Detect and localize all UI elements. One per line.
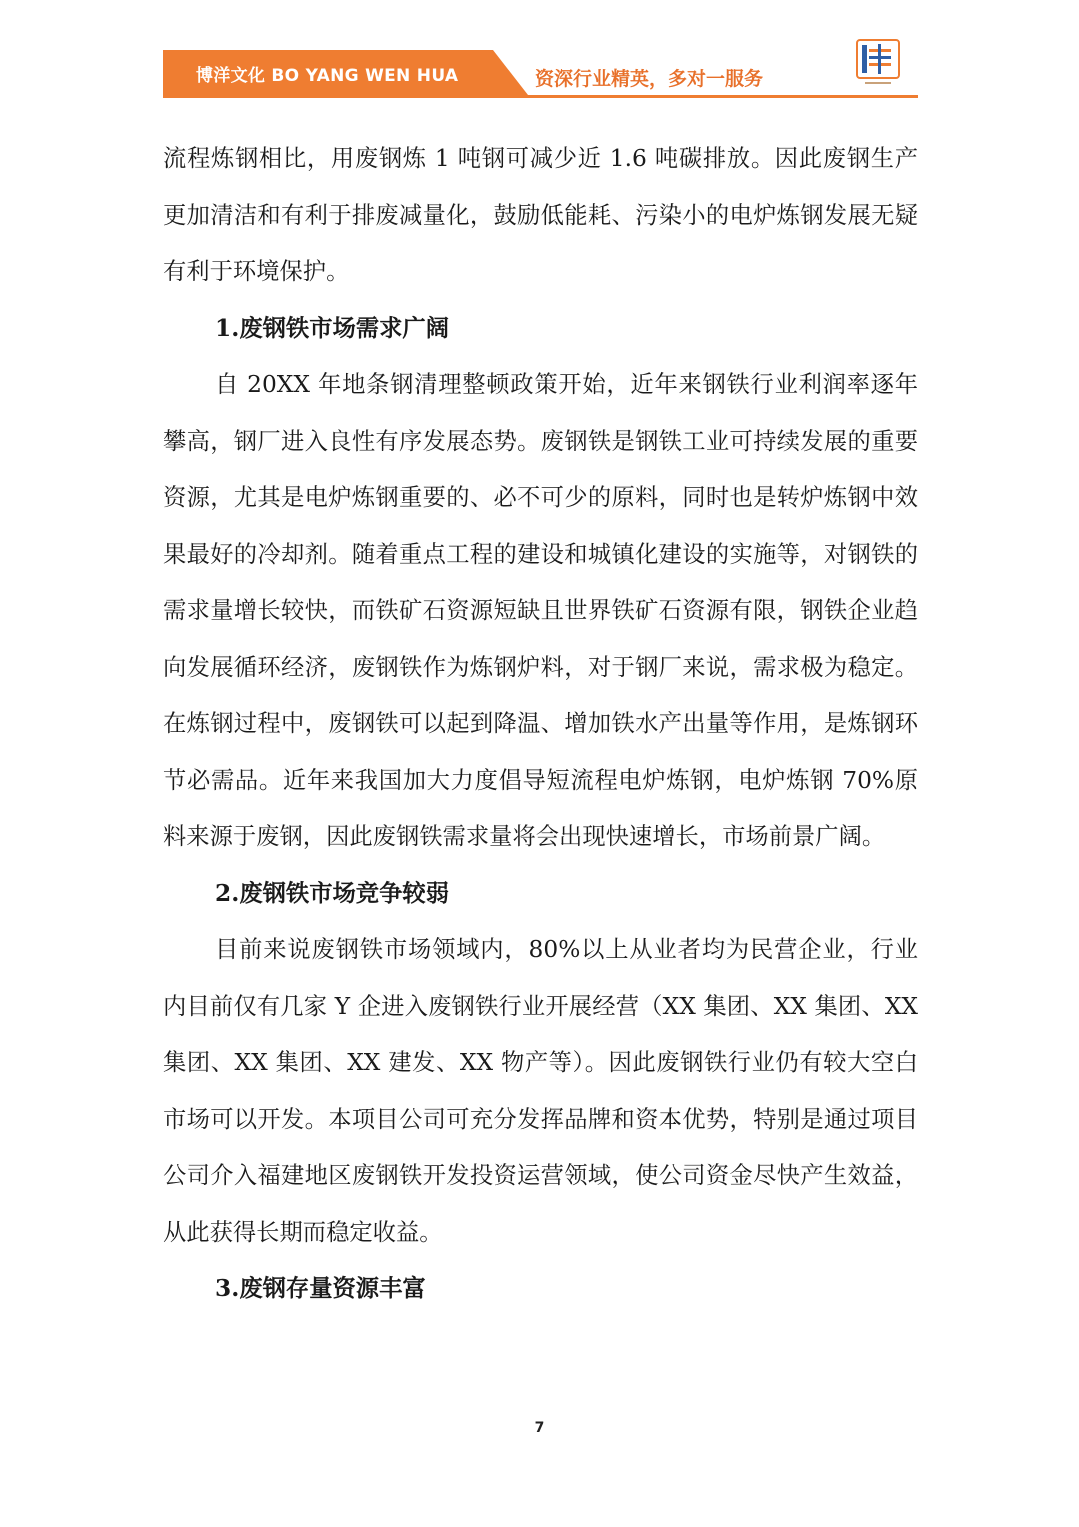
section-heading-1: 1.废钢铁市场需求广阔 [215, 314, 449, 342]
paragraph-market-competition: 目前来说废钢铁市场领域内，80%以上从业者均为民营企业，行业内目前仅有几家 Y 企进入废钢铁行业开展经营（XX 集团、XX 集团、XX 集团、XX 集团、XX 建发、XX 物产等）。因此废钢铁行业仍有较大空白市场可以开发。本项目公司可充分发挥品牌和资本优势，特别是通过项目公司介入福建地区废钢铁开发投资运营领域，使公司资金尽快产生效益，从此获得长期而稳定收益。 [163, 936, 918, 1246]
header-slogan: 资深行业精英，多对一服务 [535, 68, 764, 90]
page-number: 7 [534, 1420, 545, 1436]
boyang-logo-icon [855, 38, 901, 88]
header-brand-name: 博洋文化 BO YANG WEN HUA [196, 66, 459, 86]
document-body [163, 131, 918, 1318]
page-header [163, 50, 918, 98]
paragraph-market-demand: 自 20XX 年地条钢清理整顿政策开始，近年来钢铁行业利润率逐年攀高，钢厂进入良性有序发展态势。废钢铁是钢铁工业可持续发展的重要资源，尤其是电炉炼钢重要的、必不可少的原料，同时也是转炉炼钢中效果最好的冷却剂。随着重点工程的建设和城镇化建设的实施等，对钢铁的需求量增长较快，而铁矿石资源短缺且世界铁矿石资源有限，钢铁企业趋向发展循环经济，废钢铁作为炼钢炉料，对于钢厂来说，需求极为稳定。在炼钢过程中，废钢铁可以起到降温、增加铁水产出量等作用，是炼钢环节必需品。近年来我国加大力度倡导短流程电炉炼钢，电炉炼钢 70%原料来源于废钢，因此废钢铁需求量将会出现快速增长，市场前景广阔。 [163, 371, 918, 850]
paragraph-intro: 流程炼钢相比，用废钢炼 1 吨钢可减少近 1.6 吨碳排放。因此废钢生产更加清洁和有利于排废减量化，鼓励低能耗、污染小的电炉炼钢发展无疑有利于环境保护。 [163, 145, 918, 285]
header-underline [163, 95, 918, 98]
section-heading-2: 2.废钢铁市场竞争较弱 [215, 879, 449, 907]
section-heading-3: 3.废钢存量资源丰富 [215, 1275, 426, 1302]
